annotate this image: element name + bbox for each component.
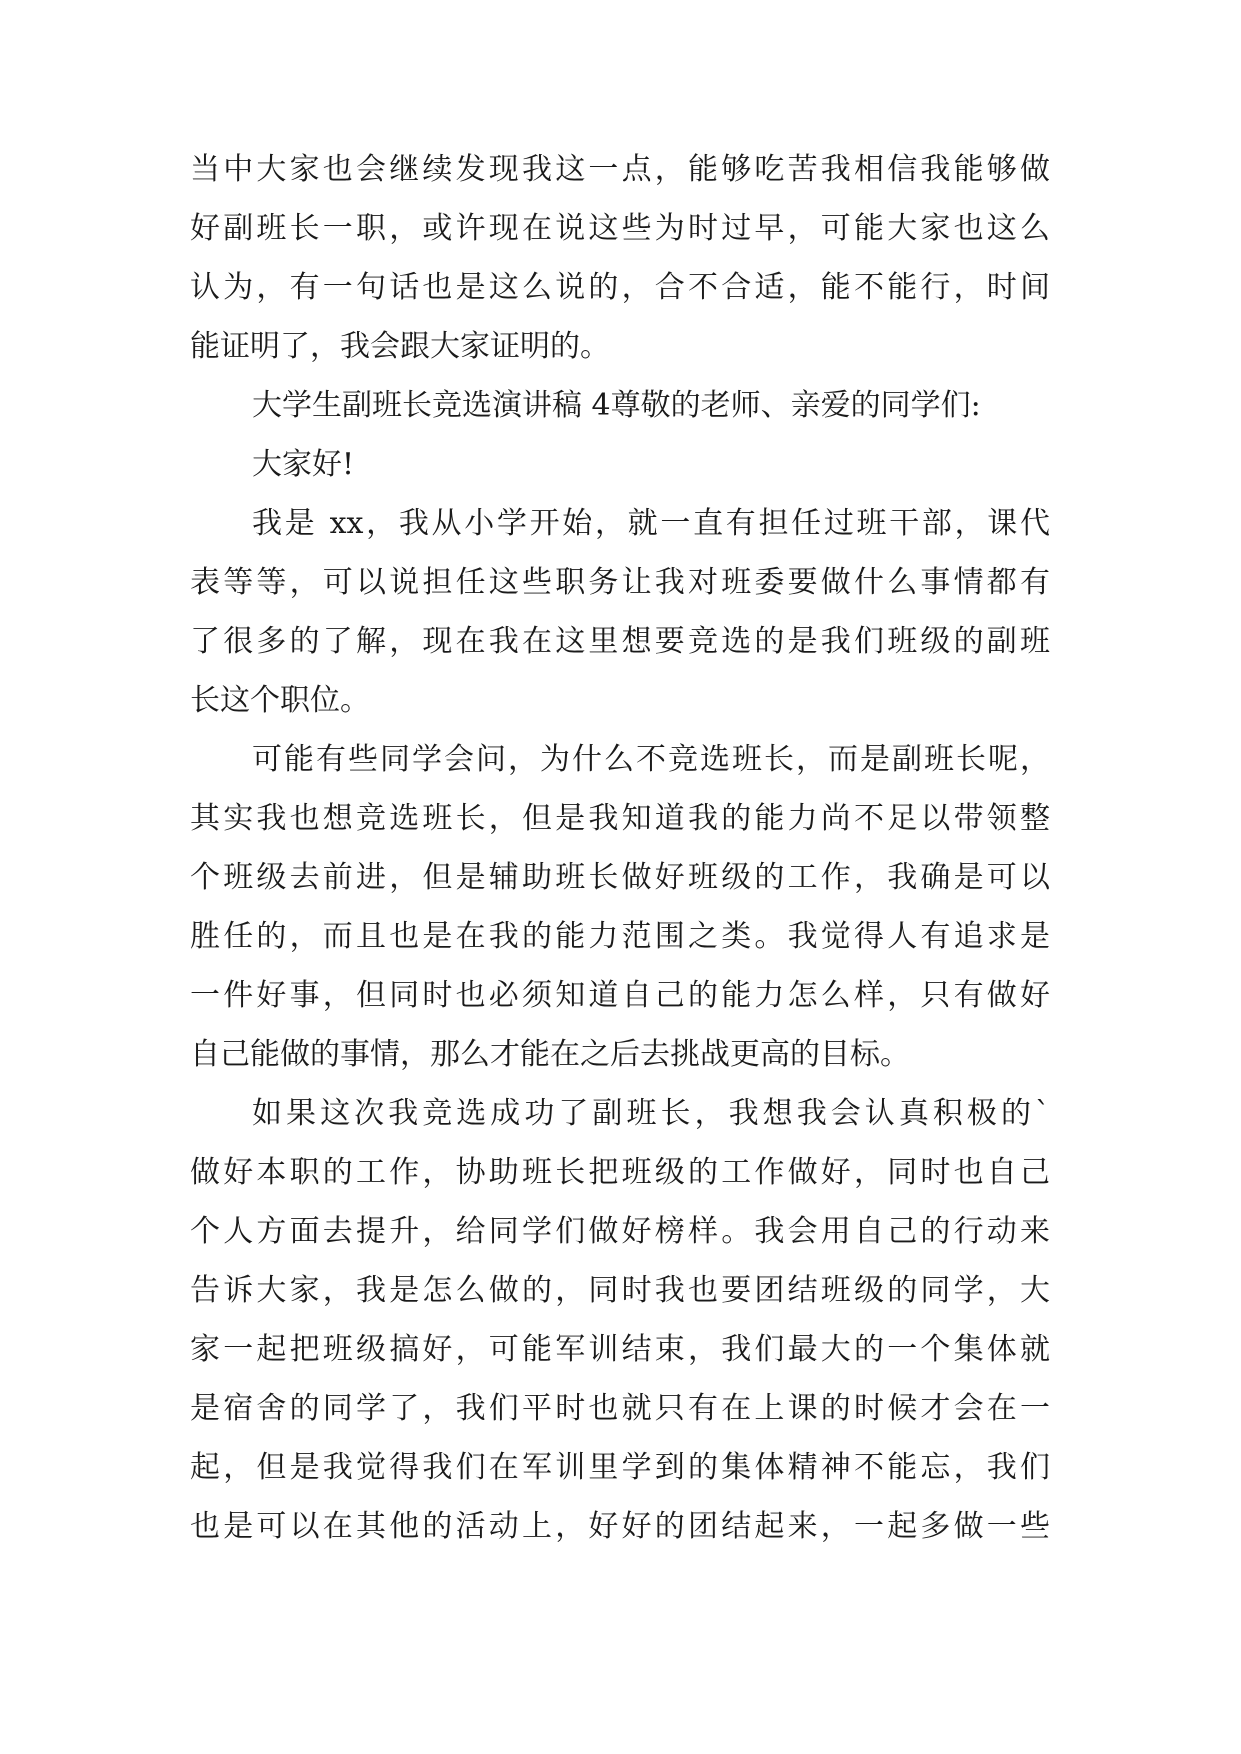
text-line: 我是 xx，我从小学开始，就一直有担任过班干部，课代 — [252, 506, 1050, 541]
text-line: 是宿舍的同学了，我们平时也就只有在上课的时候才会在一 — [190, 1391, 1050, 1426]
section-heading: 大学生副班长竞选演讲稿 4尊敬的老师、亲爱的同学们: — [252, 388, 981, 423]
text-line: 个班级去前进，但是辅助班长做好班级的工作，我确是可以 — [190, 860, 1050, 895]
text-line: 也是可以在其他的活动上，好好的团结起来，一起多做一些 — [190, 1509, 1050, 1544]
text-line: 家一起把班级搞好，可能军训结束，我们最大的一个集体就 — [190, 1332, 1050, 1367]
text-line: 如果这次我竞选成功了副班长，我想我会认真积极的` — [252, 1096, 1050, 1131]
text-line: 胜任的，而且也是在我的能力范围之类。我觉得人有追求是 — [190, 919, 1050, 954]
text-line: 表等等，可以说担任这些职务让我对班委要做什么事情都有 — [190, 565, 1050, 600]
text-line: 起，但是我觉得我们在军训里学到的集体精神不能忘，我们 — [190, 1450, 1050, 1485]
text-line: 做好本职的工作，协助班长把班级的工作做好，同时也自己 — [190, 1155, 1050, 1190]
greeting-line: 大家好! — [252, 447, 355, 482]
text-line: 长这个职位。 — [190, 683, 370, 718]
text-line: 好副班长一职，或许现在说这些为时过早，可能大家也这么 — [190, 211, 1050, 246]
text-line: 当中大家也会继续发现我这一点，能够吃苦我相信我能够做 — [190, 152, 1050, 187]
text-line: 个人方面去提升，给同学们做好榜样。我会用自己的行动来 — [190, 1214, 1050, 1249]
text-line: 能证明了，我会跟大家证明的。 — [190, 329, 610, 364]
text-line: 其实我也想竞选班长，但是我知道我的能力尚不足以带领整 — [190, 801, 1050, 836]
text-line: 了很多的了解，现在我在这里想要竞选的是我们班级的副班 — [190, 624, 1050, 659]
text-line: 可能有些同学会问，为什么不竞选班长，而是副班长呢， — [252, 742, 1050, 777]
text-line: 自己能做的事情，那么才能在之后去挑战更高的目标。 — [190, 1037, 910, 1072]
text-line: 认为，有一句话也是这么说的，合不合适，能不能行，时间 — [190, 270, 1050, 305]
text-line: 一件好事，但同时也必须知道自己的能力怎么样，只有做好 — [190, 978, 1050, 1013]
text-line: 告诉大家，我是怎么做的，同时我也要团结班级的同学，大 — [190, 1273, 1050, 1308]
